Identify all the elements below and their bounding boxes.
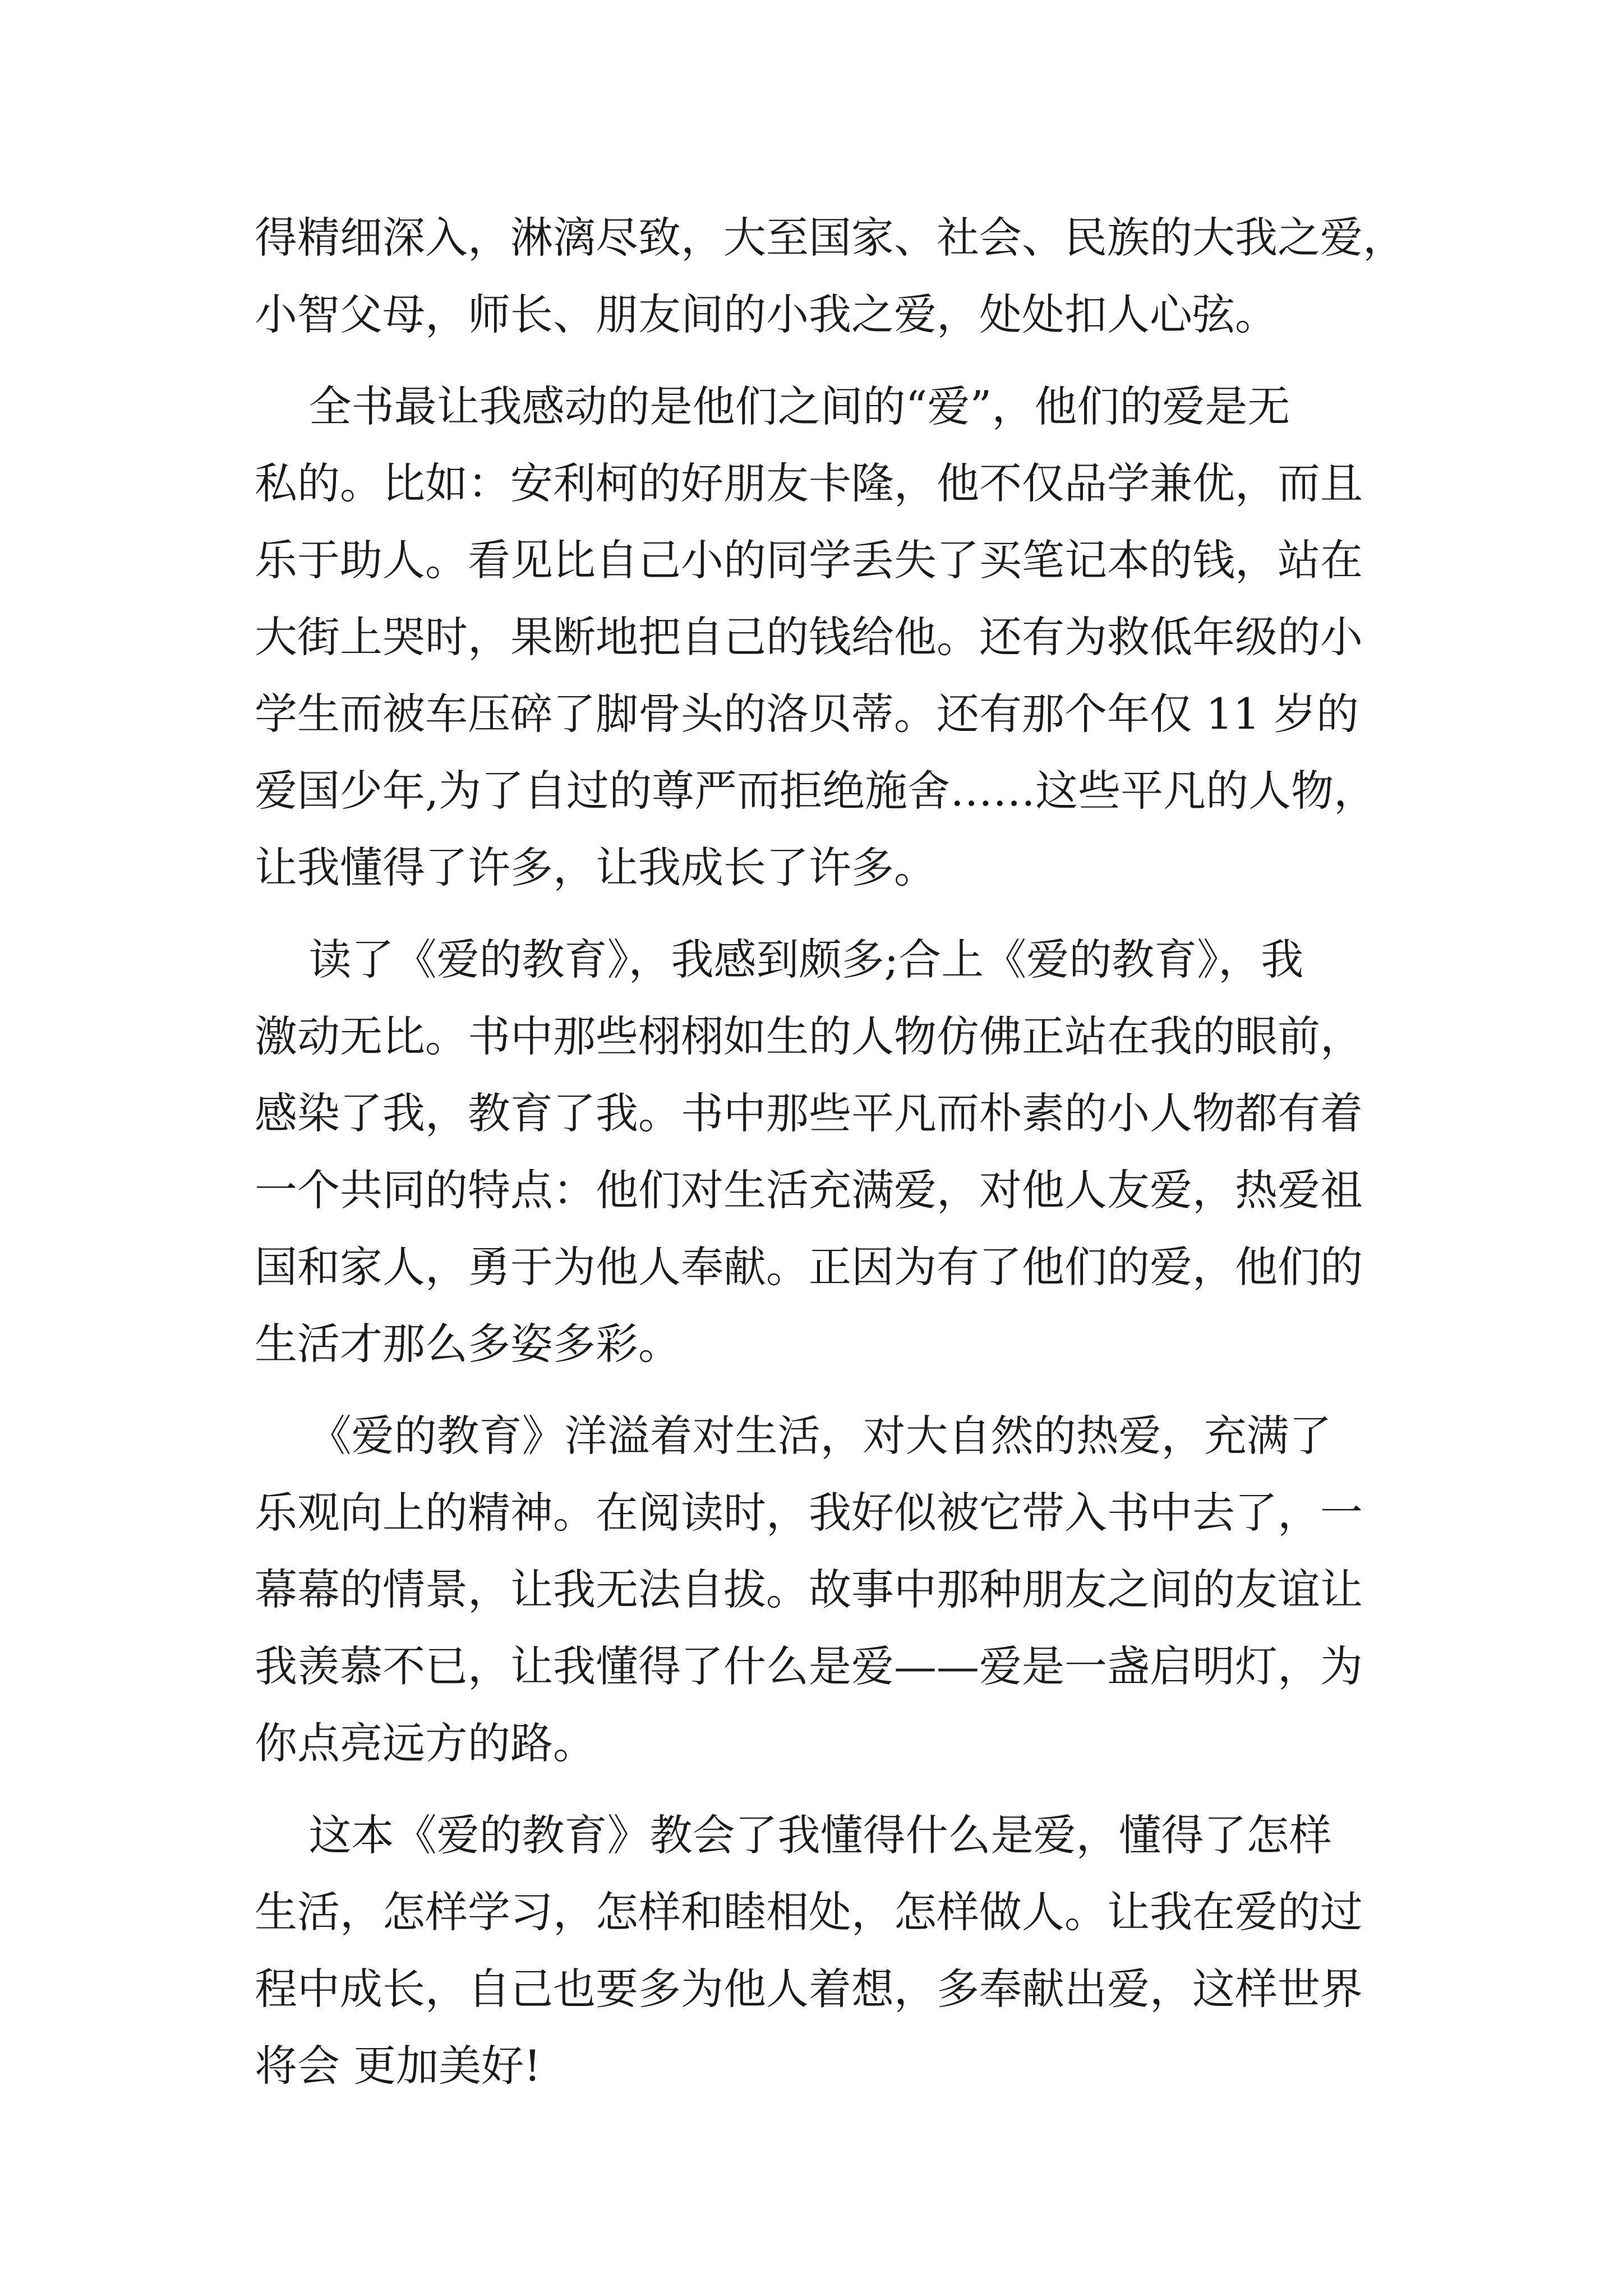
text-line: 将会 更加美好!	[255, 2041, 541, 2091]
text-line: 大街上哭时，果断地把自己的钱给他。还有为救低年级的小	[255, 612, 1363, 662]
paragraph	[255, 199, 1405, 353]
paragraph-spacer	[255, 353, 1385, 368]
paragraph	[255, 1797, 1385, 2104]
paragraph	[255, 1397, 1385, 1782]
paragraph-spacer	[255, 1382, 1385, 1397]
text-line: 小智父母，师长、朋友间的小我之爱，处处扣人心弦。	[255, 289, 1278, 339]
text-line: 乐观向上的精神。在阅读时，我好似被它带入书中去了，一	[255, 1488, 1363, 1538]
text-line: 这本《爱的教育》教会了我懂得什么是爱，懂得了怎样	[255, 1810, 1332, 1860]
document-body	[255, 199, 1405, 2104]
text-line: 乐于助人。看见比自己小的同学丢失了买笔记本的钱，站在	[255, 535, 1363, 585]
text-line: 《爱的教育》洋溢着对生活，对大自然的热爱，充满了	[255, 1411, 1332, 1461]
text-line: 国和家人，勇于为他人奉献。正因为有了他们的爱，他们的	[255, 1242, 1363, 1292]
paragraph	[255, 368, 1385, 906]
text-line: 激动无比。书中那些栩栩如生的人物仿佛正站在我的眼前，	[255, 1011, 1363, 1061]
text-line: 感染了我，教育了我。书中那些平凡而朴素的小人物都有着	[255, 1088, 1363, 1138]
text-line: 得精细深入，淋漓尽致，大至国家、社会、民族的大我之爱，	[255, 213, 1405, 263]
text-line: 生活，怎样学习，怎样和睦相处，怎样做人。让我在爱的过	[255, 1887, 1363, 1937]
text-line: 一个共同的特点：他们对生活充满爱，对他人友爱，热爱祖	[255, 1165, 1363, 1215]
text-line: 学生而被车压碎了脚骨头的洛贝蒂。还有那个年仅 11 岁的	[255, 689, 1359, 739]
paragraph	[255, 921, 1385, 1382]
text-line: 我羡慕不已，让我懂得了什么是爱——爱是一盏启明灯，为	[255, 1641, 1363, 1691]
paragraph-spacer	[255, 1782, 1385, 1797]
text-line: 全书最让我感动的是他们之间的“爱”，他们的爱是无	[255, 381, 1290, 431]
text-line: 程中成长，自己也要多为他人着想，多奉献出爱，这样世界	[255, 1964, 1363, 2014]
text-line: 爱国少年,为了自过的尊严而拒绝施舍……这些平凡的人物，	[255, 766, 1377, 816]
text-line: 幕幕的情景，让我无法自拔。故事中那种朋友之间的友谊让	[255, 1565, 1363, 1614]
text-line: 私的。比如：安利柯的好朋友卡隆，他不仅品学兼优，而且	[255, 458, 1363, 508]
text-line: 你点亮远方的路。	[255, 1718, 596, 1768]
text-line: 读了《爱的教育》，我感到颇多;合上《爱的教育》，我	[255, 935, 1304, 984]
text-line: 生活才那么多姿多彩。	[255, 1319, 681, 1369]
paragraph-spacer	[255, 906, 1385, 921]
text-line: 让我懂得了许多，让我成长了许多。	[255, 843, 937, 892]
